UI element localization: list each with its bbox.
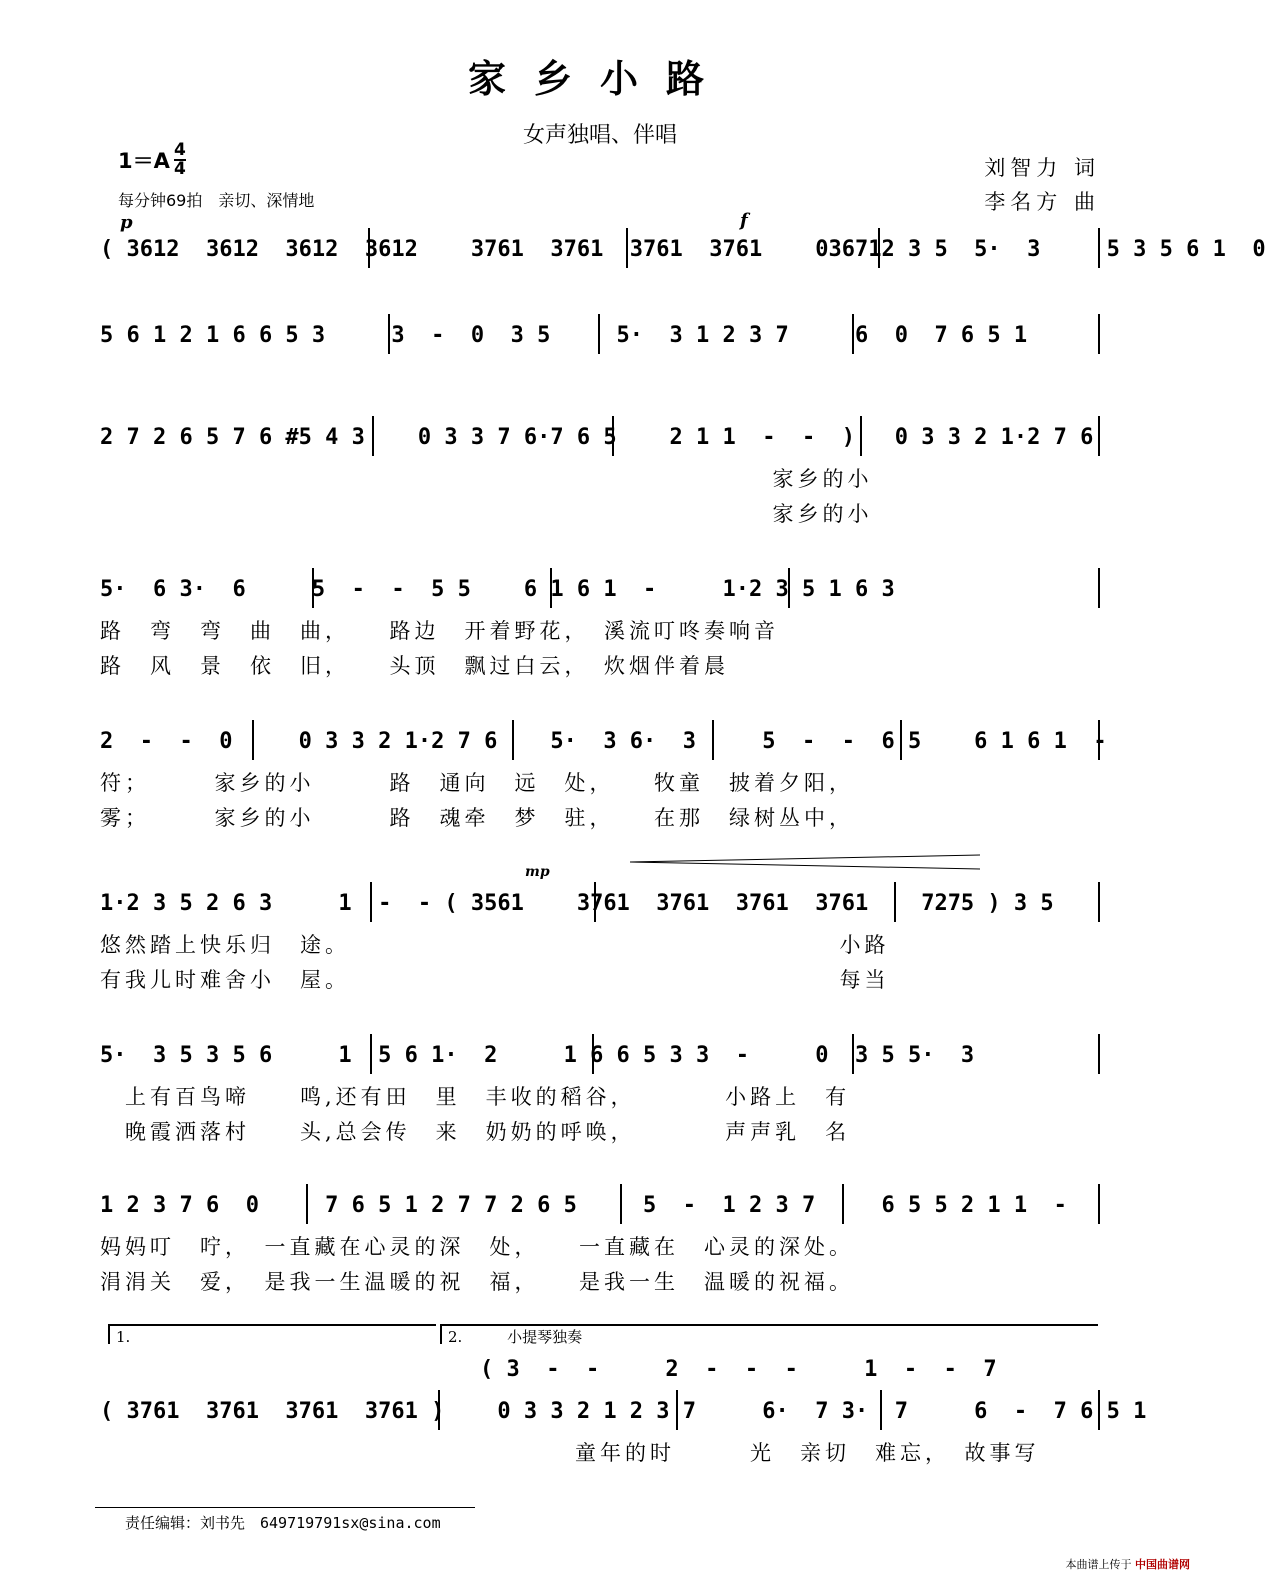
footer-divider bbox=[95, 1507, 475, 1508]
score-line-8 bbox=[100, 1186, 1100, 1226]
editor-credit: 责任编辑：刘书先 649719791sx@sina.com bbox=[125, 1514, 441, 1532]
lyrics-line-5a: 符； 家乡的小 路 通向 远 处， 牧童 披着夕阳， bbox=[100, 771, 854, 795]
song-title: 家乡小路 bbox=[467, 56, 732, 101]
lyrics-line-5b: 雾； 家乡的小 路 魂牵 梦 驻， 在那 绿树丛中， bbox=[100, 806, 854, 830]
song-subtitle: 女声独唱、伴唱 bbox=[522, 123, 677, 148]
diminuendo-hairpin bbox=[630, 855, 980, 869]
time-signature bbox=[174, 142, 186, 178]
upload-text: 本曲谱上传于 bbox=[1065, 1558, 1132, 1571]
lyrics-line-4b: 路 风 景 依 旧， 头顶 飘过白云， 炊烟伴着晨 bbox=[100, 654, 729, 678]
lyrics-line-8a: 妈妈叮 咛， 一直藏在心灵的深 处， 一直藏在 心灵的深处。 bbox=[100, 1235, 854, 1259]
time-bottom: 4 bbox=[173, 159, 186, 179]
lyrics-line-7a: 上有百鸟啼 鸣,还有田 里 丰收的稻谷， 小路上 有 bbox=[100, 1085, 851, 1109]
score-line-2 bbox=[100, 316, 1100, 356]
violin-solo-label: 小提琴独奏 bbox=[507, 1328, 583, 1346]
score-line-9 bbox=[100, 1392, 1147, 1432]
notation: 5 6 1 2 1 6 6 5 3 3 - 0 3 5 5· 3 1 2 3 7 6 0 7 6 5 1 bbox=[100, 323, 1028, 348]
notation: ( 3761 3761 3761 3761 ) 0 3 3 2 1 2 3 7 6· 7 3· 7 6 - 7 6 5 1 bbox=[100, 1399, 1147, 1424]
dynamic-f: f bbox=[740, 210, 748, 231]
lyrics-line-7b: 晚霞洒落村 头,总会传 来 奶奶的呼唤， 声声乳 名 bbox=[100, 1120, 851, 1144]
score-line-4 bbox=[100, 570, 1100, 610]
key-signature bbox=[118, 142, 186, 178]
composer-credit: 李名方 曲 bbox=[984, 190, 1100, 214]
volta-2-label: 2. bbox=[448, 1328, 463, 1346]
site-logo[interactable]: 中国曲谱网 bbox=[1135, 1558, 1190, 1571]
volta-1 bbox=[108, 1324, 436, 1344]
upload-note bbox=[1066, 1556, 1191, 1572]
lyrics-line-3b: 家乡的小 bbox=[100, 502, 873, 526]
key-label: 1＝A bbox=[118, 149, 170, 173]
dynamic-mp: mp bbox=[525, 864, 550, 880]
score-line-7 bbox=[100, 1036, 1100, 1076]
lyrics-line-9: 童年的时 光 亲切 难忘， 故事写 bbox=[100, 1441, 1040, 1465]
notation: 2 7 2 6 5 7 6 #5 4 3 0 3 3 7 6·7 6 5 2 1 1 - - ) 0 3 3 2 1·2 7 6 bbox=[100, 425, 1094, 450]
lyrics-line-6b: 有我儿时难舍小 屋。 每当 bbox=[100, 968, 890, 992]
volta-1-label: 1. bbox=[116, 1328, 131, 1346]
lyrics-line-6a: 悠然踏上快乐归 途。 小路 bbox=[100, 933, 890, 957]
notation: 1 2 3 7 6 0 7 6 5 1 2 7 7 2 6 5 5 - 1 2 3 7 6 5 5 2 1 1 - bbox=[100, 1193, 1067, 1218]
notation: 2 - - 0 0 3 3 2 1·2 7 6 5· 3 6· 3 5 - - 6 5 6 1 6 1 - bbox=[100, 729, 1107, 754]
violin-upper-line: ( 3 - - 2 - - - 1 - - 7 bbox=[480, 1357, 997, 1382]
time-top: 4 bbox=[173, 140, 186, 160]
notation: 1·2 3 5 2 6 3 1 - - ( 3561 3761 3761 3761 3761 7275 ) 3 5 bbox=[100, 891, 1054, 916]
lyrics-line-3a: 家乡的小 bbox=[100, 467, 873, 491]
notation: 5· 6 3· 6 5 - - 5 5 6 1 6 1 - 1·2 3 5 1 6 3 bbox=[100, 577, 895, 602]
lyrics-line-8b: 涓涓关 爱， 是我一生温暖的祝 福， 是我一生 温暖的祝福。 bbox=[100, 1270, 854, 1294]
volta-2 bbox=[440, 1324, 1098, 1344]
score-line-5 bbox=[100, 722, 1107, 762]
score-line-1 bbox=[100, 230, 1266, 270]
lyrics-line-4a: 路 弯 弯 曲 曲， 路边 开着野花， 溪流叮咚奏响音 bbox=[100, 619, 779, 643]
tempo-marking: 每分钟69拍 亲切、深情地 bbox=[118, 191, 315, 210]
notation: 5· 3 5 3 5 6 1 5 6 1· 2 1 6 6 5 3 3 - 0 3 5 5· 3 bbox=[100, 1043, 975, 1068]
lyricist-credit: 刘智力 词 bbox=[984, 156, 1100, 180]
notation: ( 3612 3612 3612 3612 3761 3761 3761 3761 036712 3 5 5· 3 5 3 5 6 1 0 bbox=[100, 237, 1266, 262]
score-line-6 bbox=[100, 884, 1100, 924]
dynamic-p: p bbox=[120, 212, 133, 233]
score-line-3 bbox=[100, 418, 1100, 458]
